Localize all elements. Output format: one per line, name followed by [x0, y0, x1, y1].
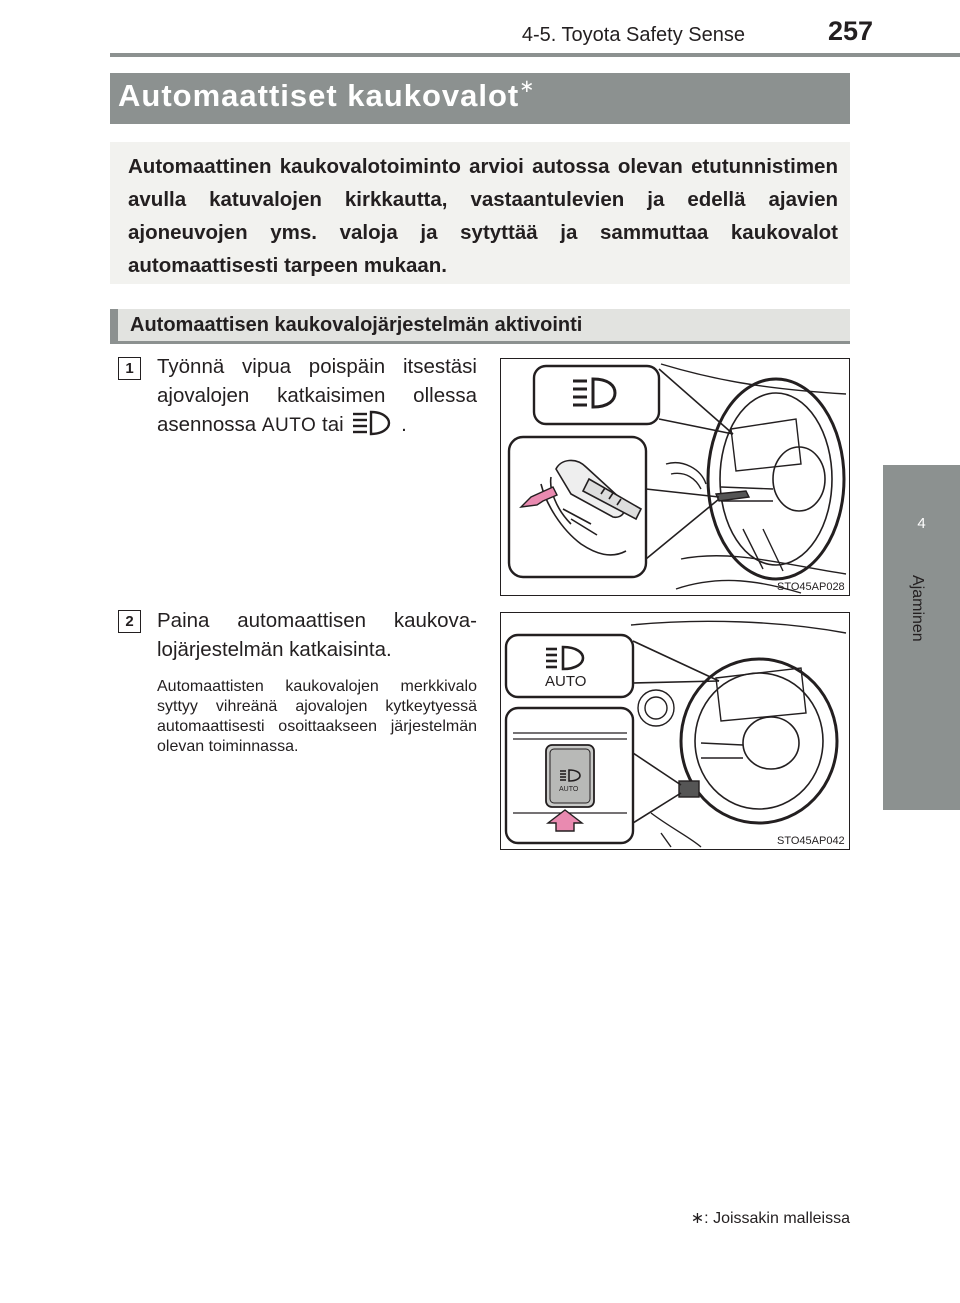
- header-rule: [110, 53, 960, 57]
- step-2-note: Automaattisten kaukovalojen merkkivalo syttyy vihreänä ajovalojen kytkeytyessä automaattisesti osoittaakseen järjestelmän olevan toiminnassa.: [157, 678, 477, 755]
- title-asterisk: ∗: [519, 76, 536, 96]
- high-beam-icon: [349, 410, 395, 436]
- subsection-title: Automaattisen kaukovalojärjestelmän aktivointi: [130, 314, 583, 336]
- footnote-mark: ∗: [690, 1210, 705, 1227]
- figure-1-code: STO45AP028: [777, 581, 845, 593]
- step-1-text: Työnnä vipua poispäin itsestäsi ajovalojen katkaisimen ollessa asennossa AUTO tai .: [157, 355, 477, 436]
- subsection-accent: [110, 309, 118, 344]
- step-2-text: Paina automaattisen kaukovalojärjestelmän katkaisinta.: [157, 609, 477, 661]
- page-title: Automaattiset kaukovalot∗: [118, 76, 536, 113]
- callout-auto-label: AUTO: [545, 673, 587, 690]
- switch-auto-label: AUTO: [559, 786, 579, 793]
- section-title: 4-5. Toyota Safety Sense: [521, 24, 745, 46]
- figure-2-code: STO45AP042: [777, 835, 845, 847]
- step-number-2: 2: [118, 610, 141, 633]
- auto-symbol: AUTO: [261, 415, 317, 436]
- step-number-1: 1: [118, 357, 141, 380]
- footnote: ∗: Joissakin malleissa: [690, 1210, 850, 1227]
- figure-1-lever: [500, 358, 850, 596]
- figure-2-switch: [500, 612, 850, 850]
- chapter-label: Ajaminen: [909, 575, 926, 642]
- intro-text: Automaattinen kaukovalotoiminto arvioi autossa olevan etutunnistimen avulla katuvalojen kirkkautta, vastaantulevien ja edellä ajavien ajoneuvojen yms. valoja ja sytyttää ja sammuttaa kaukovalot automaattisesti tarpeen mukaan.: [128, 155, 838, 277]
- page-number: 257: [828, 16, 874, 46]
- chapter-number: 4: [917, 515, 926, 532]
